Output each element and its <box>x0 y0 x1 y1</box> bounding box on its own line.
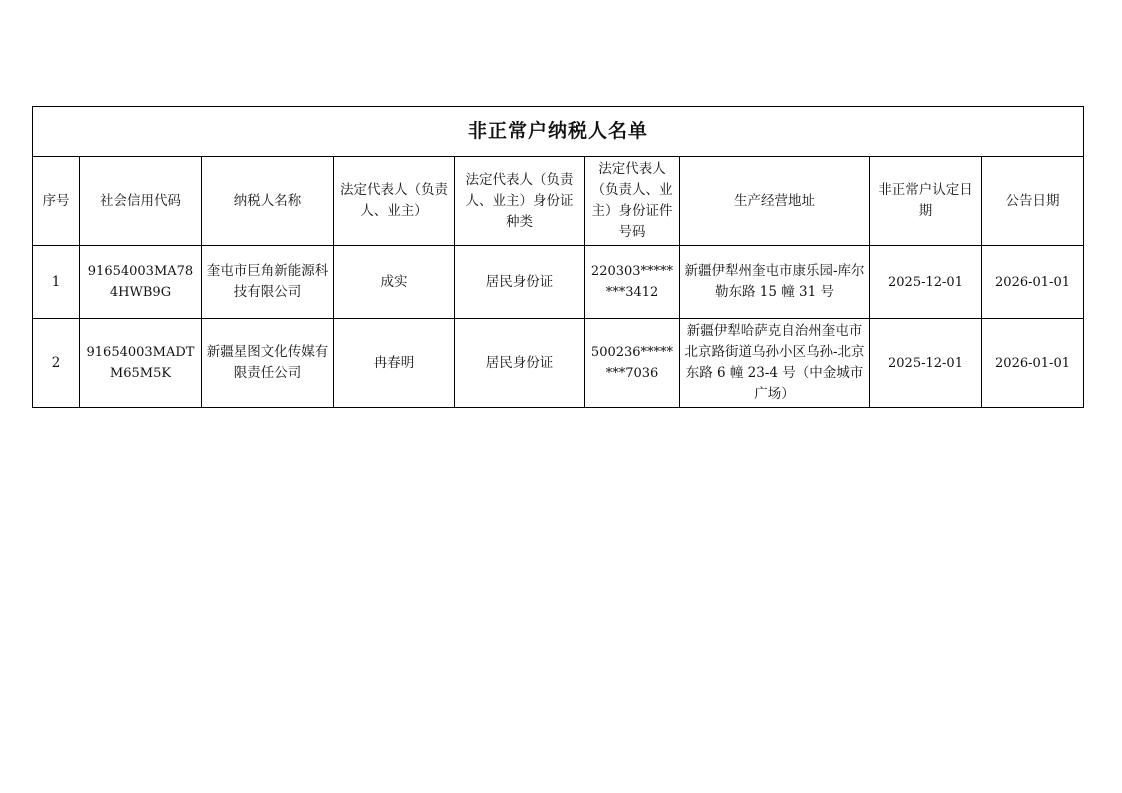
title-row <box>33 107 1084 157</box>
cell-id-type: 居民身份证 <box>455 246 585 319</box>
cell-legal-rep: 成实 <box>334 246 455 319</box>
abnormal-taxpayer-table <box>32 106 1084 408</box>
cell-taxpayer-name: 新疆星图文化传媒有限责任公司 <box>202 319 334 408</box>
cell-notice-date: 2026-01-01 <box>982 246 1084 319</box>
cell-seq: 2 <box>33 319 80 408</box>
taxpayer-list-sheet <box>32 106 1083 408</box>
cell-id-number: 220303********3412 <box>585 246 680 319</box>
cell-abnormal-date: 2025-12-01 <box>870 246 982 319</box>
cell-credit-code: 91654003MA784HWB9G <box>80 246 202 319</box>
column-header-id-type: 法定代表人（负责人、业主）身份证种类 <box>455 157 585 246</box>
cell-abnormal-date: 2025-12-01 <box>870 319 982 408</box>
cell-id-number: 500236********7036 <box>585 319 680 408</box>
cell-notice-date: 2026-01-01 <box>982 319 1084 408</box>
cell-id-type: 居民身份证 <box>455 319 585 408</box>
header-row <box>33 157 1084 246</box>
cell-taxpayer-name: 奎屯市巨角新能源科技有限公司 <box>202 246 334 319</box>
cell-seq: 1 <box>33 246 80 319</box>
column-header-abnormal-date: 非正常户认定日期 <box>870 157 982 246</box>
column-header-notice-date: 公告日期 <box>982 157 1084 246</box>
column-header-address: 生产经营地址 <box>680 157 870 246</box>
column-header-legal-rep: 法定代表人（负责人、业主） <box>334 157 455 246</box>
column-header-seq: 序号 <box>33 157 80 246</box>
cell-legal-rep: 冉春明 <box>334 319 455 408</box>
column-header-taxpayer-name: 纳税人名称 <box>202 157 334 246</box>
table-row <box>33 319 1084 408</box>
cell-credit-code: 91654003MADTM65M5K <box>80 319 202 408</box>
cell-address: 新疆伊犁哈萨克自治州奎屯市北京路街道乌孙小区乌孙-北京东路 6 幢 23-4 号（中金城市广场） <box>680 319 870 408</box>
table-row <box>33 246 1084 319</box>
column-header-credit-code: 社会信用代码 <box>80 157 202 246</box>
cell-address: 新疆伊犁州奎屯市康乐园-库尔勒东路 15 幢 31 号 <box>680 246 870 319</box>
page-title: 非正常户纳税人名单 <box>33 107 1084 157</box>
column-header-id-number: 法定代表人（负责人、业主）身份证件号码 <box>585 157 680 246</box>
